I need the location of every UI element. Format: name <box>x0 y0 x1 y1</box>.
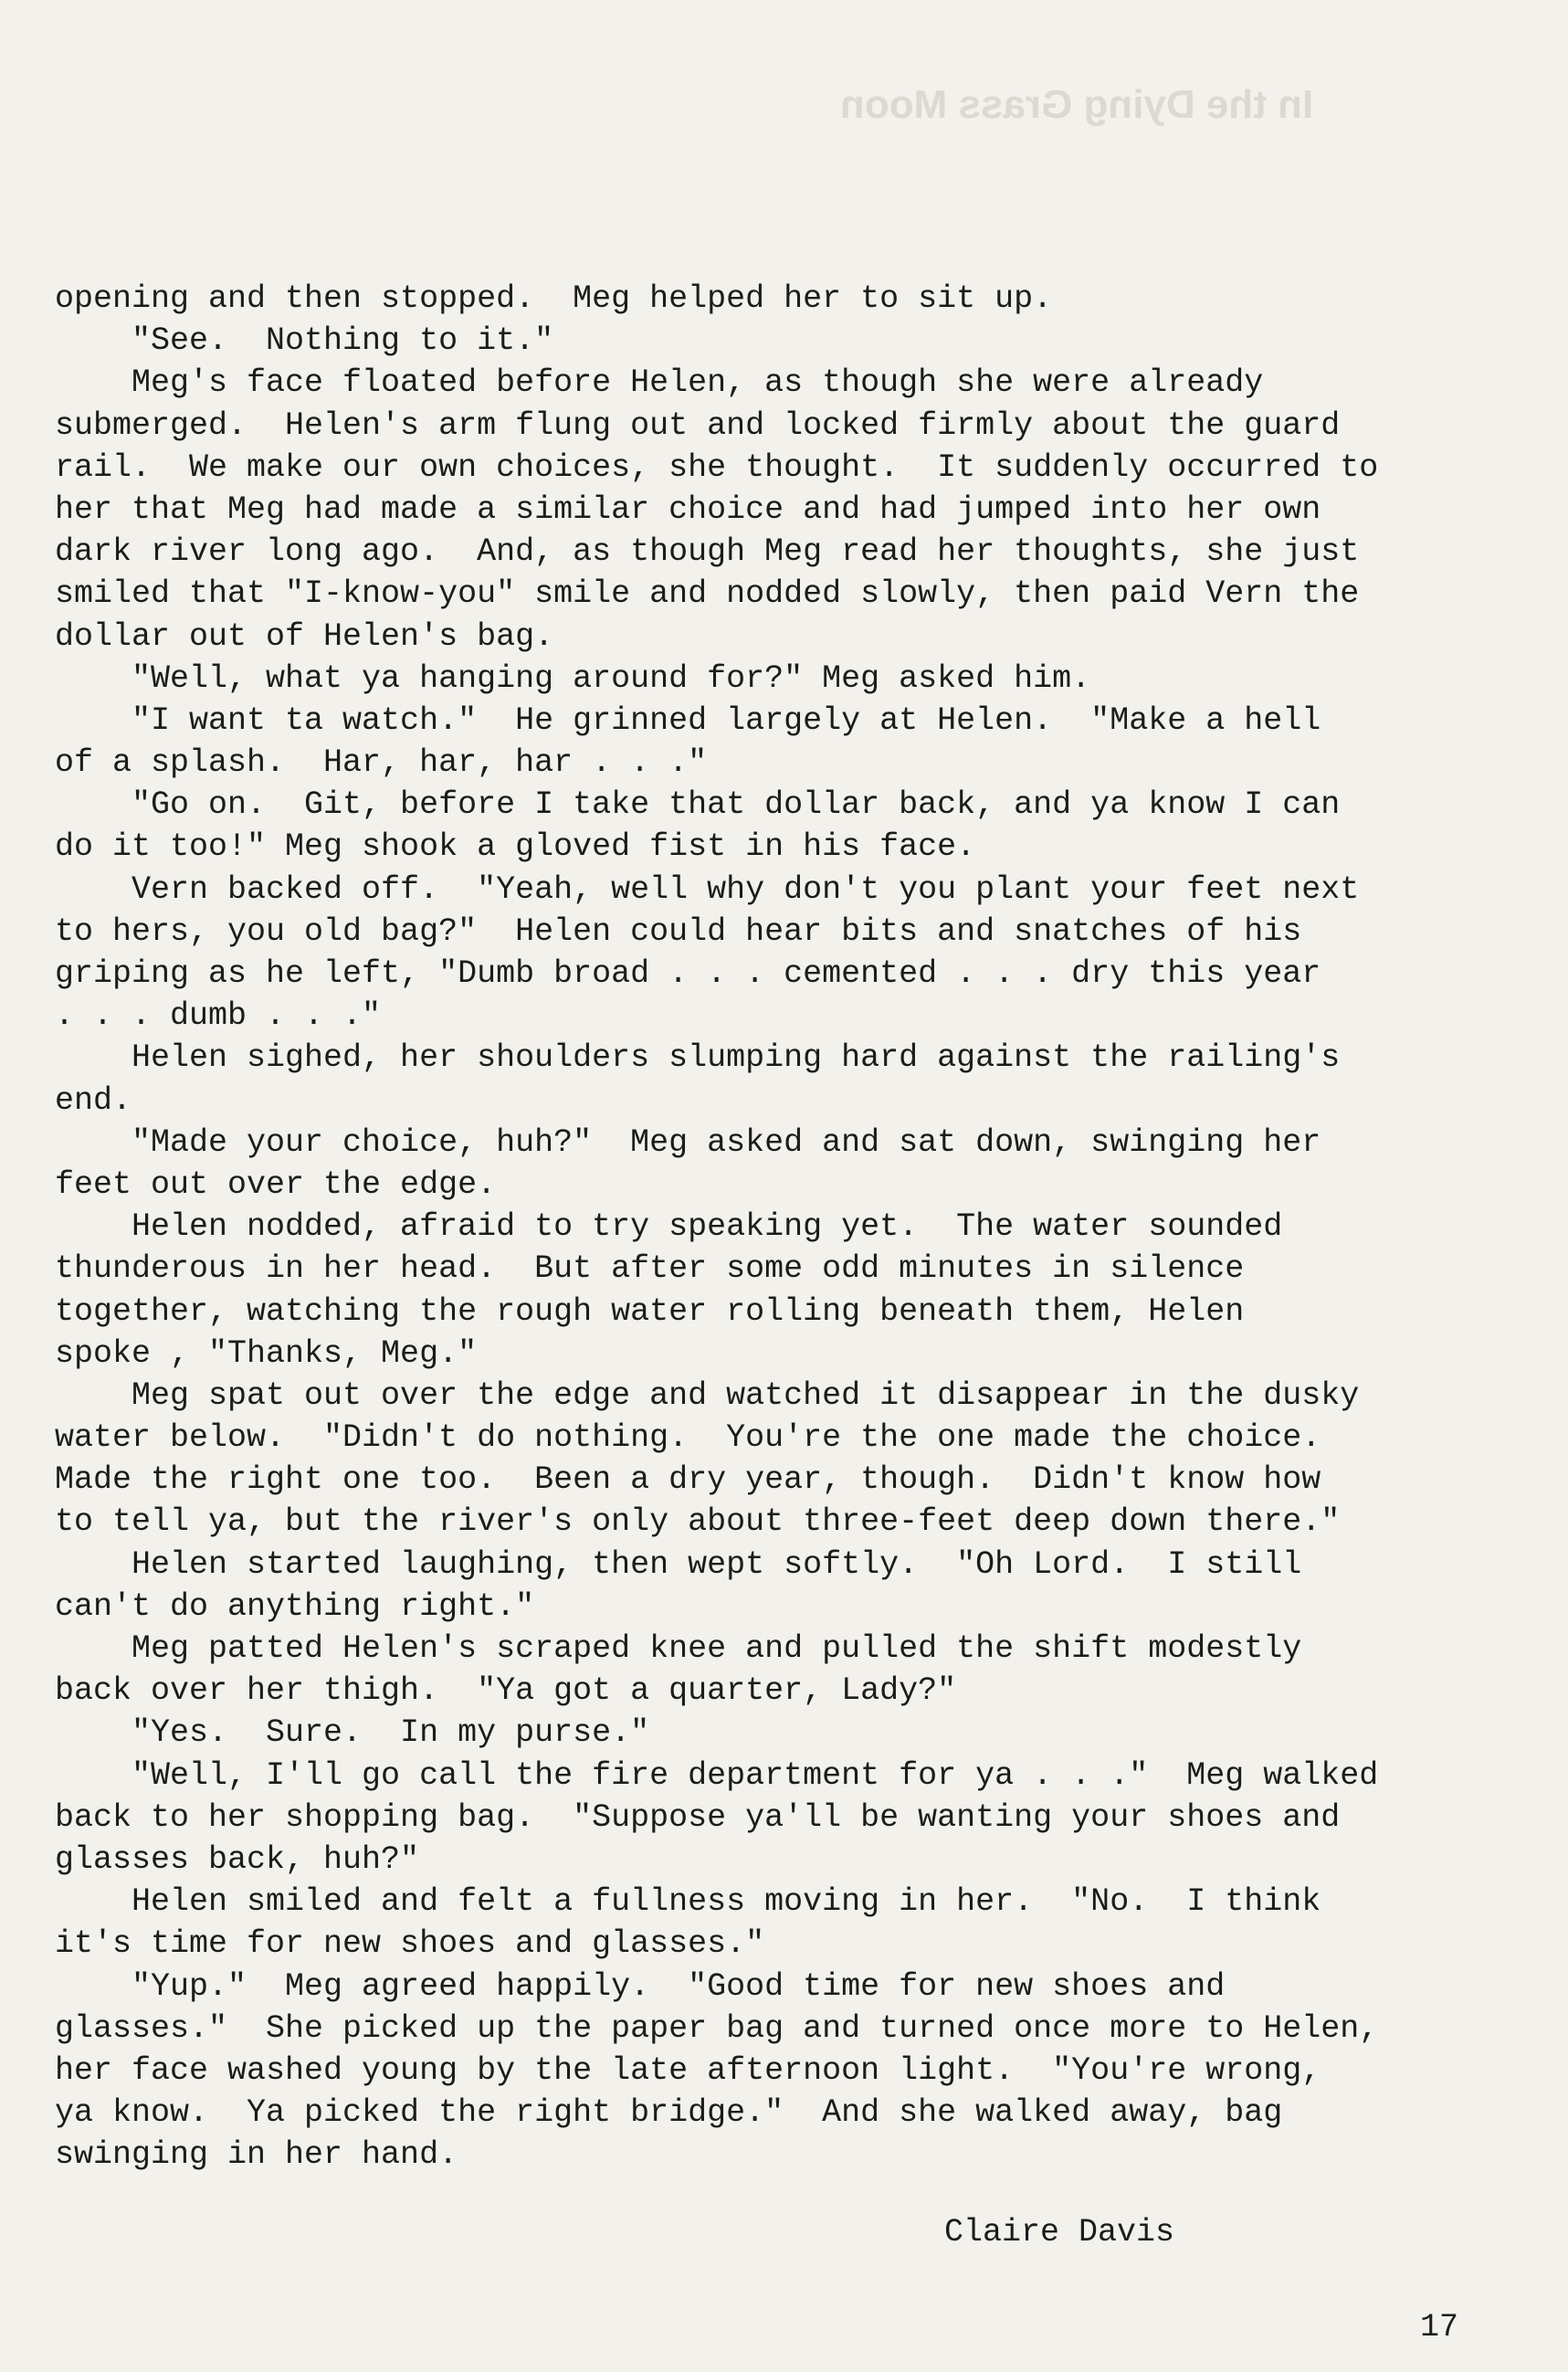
story-line: back over her thigh. "Ya got a quarter, Lady?" <box>55 1672 957 1710</box>
story-line: "Yes. Sure. In my purse." <box>55 1714 650 1752</box>
story-line: Vern backed off. "Yeah, well why don't you plant your feet next <box>55 870 1360 908</box>
story-line: glasses back, huh?" <box>55 1840 420 1878</box>
story-line: Meg patted Helen's scraped knee and pulled the shift modestly <box>55 1630 1302 1667</box>
story-line: "I want ta watch." He grinned largely at Helen. "Make a hell <box>55 701 1321 739</box>
story-line: Helen sighed, her shoulders slumping hard against the railing's <box>55 1039 1341 1077</box>
story-line: do it too!" Meg shook a gloved fist in his face. <box>55 828 976 866</box>
story-line: Made the right one too. Been a dry year, though. Didn't know how <box>55 1461 1321 1499</box>
story-line: rail. We make our own choices, she thought. It suddenly occurred to <box>55 448 1379 486</box>
story-line: her face washed young by the late afternoon light. "You're wrong, <box>55 2051 1321 2089</box>
story-line: Helen smiled and felt a fullness moving in her. "No. I think <box>55 1883 1321 1921</box>
story-line: Helen started laughing, then wept softly. "Oh Lord. I still <box>55 1545 1302 1583</box>
story-line: "See. Nothing to it." <box>55 322 554 360</box>
story-line: to tell ya, but the river's only about three-feet deep down there." <box>55 1503 1341 1541</box>
story-line: "Well, I'll go call the fire department for ya . . ." Meg walked <box>55 1756 1379 1794</box>
story-line: "Yup." Meg agreed happily. "Good time for new shoes and <box>55 1967 1226 2005</box>
story-line: together, watching the rough water rolling beneath them, Helen <box>55 1292 1245 1330</box>
story-line: "Well, what ya hanging around for?" Meg asked him. <box>55 659 1091 697</box>
story-line: to hers, you old bag?" Helen could hear bits and snatches of his <box>55 912 1302 950</box>
story-line: thunderous in her head. But after some odd minutes in silence <box>55 1250 1245 1288</box>
story-line: spoke , "Thanks, Meg." <box>55 1334 478 1372</box>
story-line: end. <box>55 1081 132 1119</box>
story-line: griping as he left, "Dumb broad . . . cemented . . . dry this year <box>55 955 1321 992</box>
story-line: Meg spat out over the edge and watched it disappear in the dusky <box>55 1376 1360 1414</box>
page-number: 17 <box>1420 2309 1459 2346</box>
story-line: Helen nodded, afraid to try speaking yet. The water sounded <box>55 1208 1283 1246</box>
story-line: opening and then stopped. Meg helped her to sit up. <box>55 280 1053 317</box>
story-line: her that Meg had made a similar choice and had jumped into her own <box>55 490 1321 528</box>
story-text <box>55 278 1534 2176</box>
story-line: of a splash. Har, har, har . . ." <box>55 744 708 782</box>
story-line: smiled that "I-know-you" smile and nodded slowly, then paid Vern the <box>55 575 1360 613</box>
story-line: . . . dumb . . ." <box>55 997 382 1035</box>
story-line: "Go on. Git, before I take that dollar back, and ya know I can <box>55 786 1341 824</box>
story-line: it's time for new shoes and glasses." <box>55 1925 765 1963</box>
story-line: dark river long ago. And, as though Meg read her thoughts, she just <box>55 533 1360 571</box>
story-line: can't do anything right." <box>55 1587 535 1625</box>
author-name: Claire Davis <box>944 2214 1175 2251</box>
story-line: submerged. Helen's arm flung out and locked firmly about the guard <box>55 406 1341 444</box>
bleed-through-title: In the Dying Grass Moon <box>840 82 1314 127</box>
story-line: swinging in her hand. <box>55 2136 458 2174</box>
story-line: back to her shopping bag. "Suppose ya'll be wanting your shoes and <box>55 1798 1341 1836</box>
story-line: "Made your choice, huh?" Meg asked and sat down, swinging her <box>55 1123 1321 1161</box>
story-line: ya know. Ya picked the right bridge." And she walked away, bag <box>55 2094 1283 2132</box>
story-line: glasses." She picked up the paper bag and turned once more to Helen, <box>55 2009 1379 2047</box>
story-line: water below. "Didn't do nothing. You're the one made the choice. <box>55 1419 1321 1457</box>
story-line: Meg's face floated before Helen, as though she were already <box>55 364 1264 402</box>
story-line: dollar out of Helen's bag. <box>55 617 554 655</box>
story-line: feet out over the edge. <box>55 1165 497 1203</box>
